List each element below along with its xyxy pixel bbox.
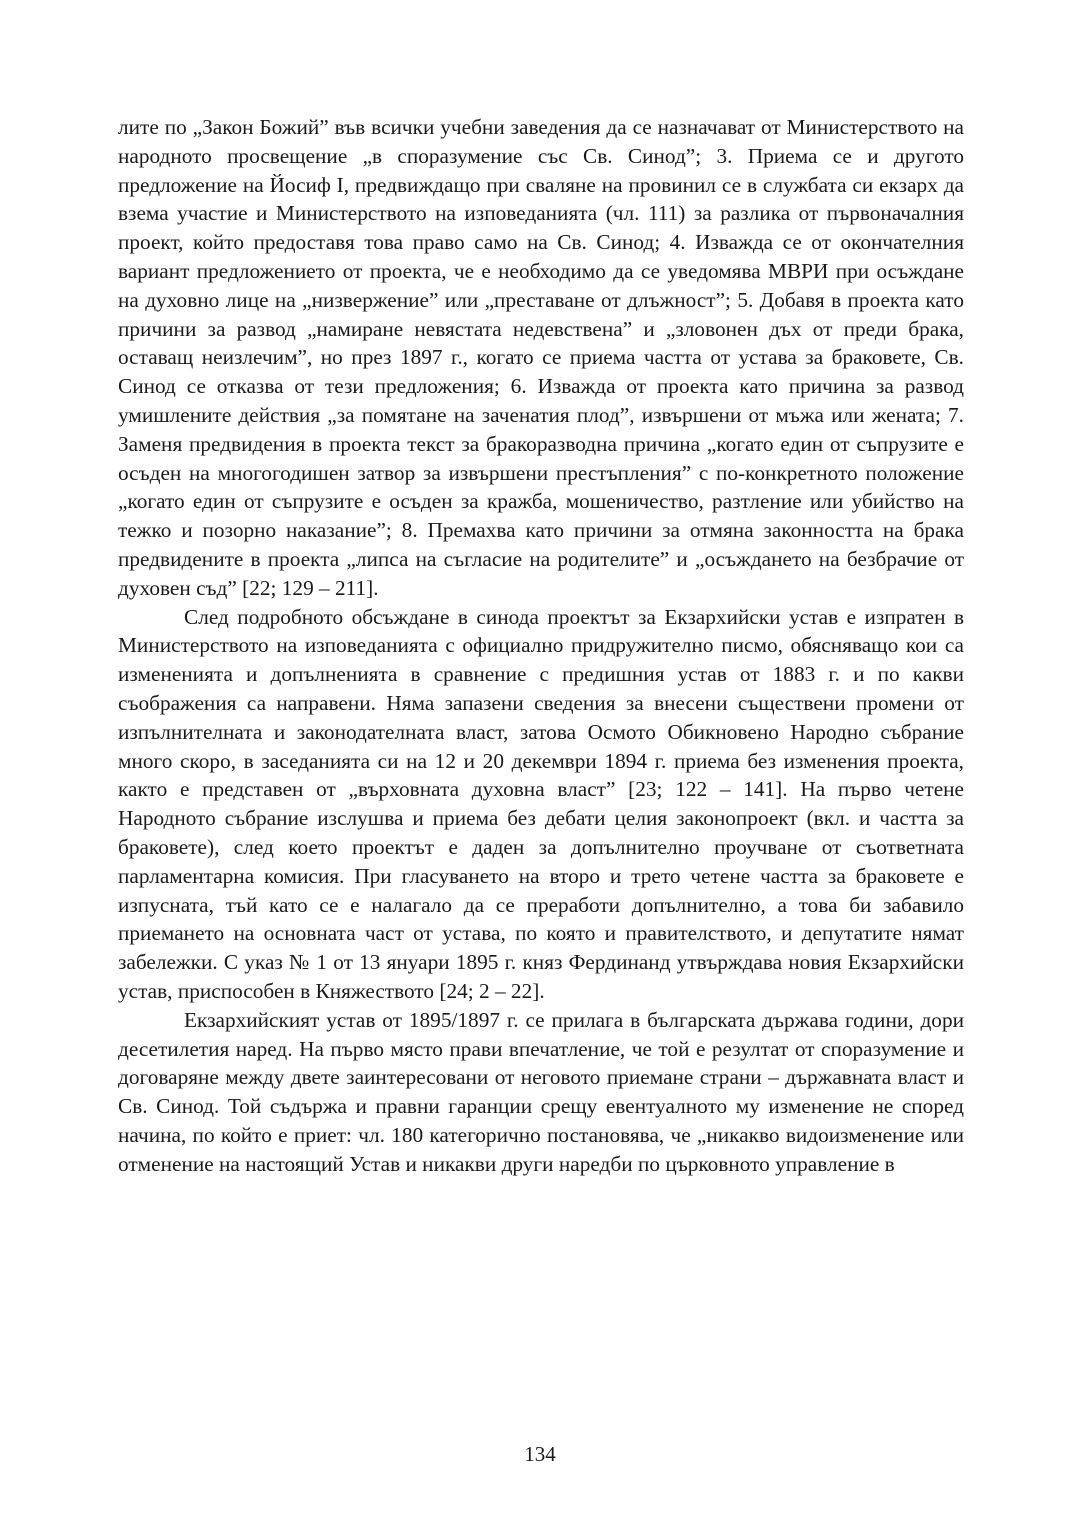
paragraph-2: След подробното обсъждане в синода проектът за Екзархийски устав е изпратен в Министерството на изповеданията с официално придружително писмо, обясняващо кои са измененията и допълненията в сравнение с предишния устав от 1883 г. и по какви съображения са направени. Няма запазени сведения за внесени съществени промени от изпълнителната и законодателната власт, затова Осмото Обикновено Народно събрание много скоро, в заседанията си на 12 и 20 декември 1894 г. приема без изменения проекта, както е представен от „върховната духовна власт” [23; 122 – 141]. На първо четене Народното събрание изслушва и приема без дебати целия законопроект (вкл. и частта за браковете), след което проектът е даден за допълнително проучване от съответната парламентарна комисия. При гласуването на второ и трето четене частта за браковете е изпусната, тъй като се е налагало да се преработи допълнително, а това би забавило приемането на основната част от устава, по която и правителството, и депутатите нямат забележки. С указ № 1 от 13 януари 1895 г. княз Фердинанд утвърждава новия Екзархийски устав, приспособен в Княжеството [24; 2 – 22]. <box>118 604 964 1003</box>
page-number: 134 <box>524 1442 556 1466</box>
page-body <box>118 113 964 1178</box>
paragraph-3: Екзархийският устав от 1895/1897 г. се прилага в българската държава години, дори десетилетия наред. На първо място прави впечатление, че той е резултат от споразумение и договаряне между двете заинтересовани от неговото приемане страни – държавната власт и Св. Синод. Той съдържа и правни гаранции срещу евентуалното му изменение не според начина, по който е приет: чл. 180 категорично постановява, че „никакво видоизменение или отменение на настоящий Устав и никакви други наредби по църковното управление в <box>118 1007 964 1176</box>
paragraph-1: лите по „Закон Божий” във всички учебни заведения да се назначават от Министерството на народното просвещение „в споразумение със Св. Синод”; 3. Приема се и другото предложение на Йосиф I, предвиждащо при сваляне на провинил се в службата си екзарх да взема участие и Министерството на изповеданията (чл. 111) за разлика от първоначалния проект, който предоставя това право само на Св. Синод; 4. Изважда се от окончателния вариант предложението от проекта, че е необходимо да се уведомява МВРИ при осъждане на духовно лице на „низвержение” или „преставане от длъжност”; 5. Добавя в проекта като причини за развод „намиране невястата недевствена” и „зловонен дъх от преди брака, оставащ неизлечим”, но през 1897 г., когато се приема частта от устава за браковете, Св. Синод се отказва от тези предложения; 6. Изважда от проекта като причина за развод умишлените действия „за помятане на заченатия плод”, извършени от мъжа или жената; 7. Заменя предвидения в проекта текст за бракоразводна причина „когато един от съпрузите е осъден на многогодишен затвор за извършени престъпления” с по-конкретното положение „когато един от съпрузите е осъден за кражба, мошеничество, разтление или убийство на тежко и позорно наказание”; 8. Премахва като причини за отмяна законността на брака предвидените в проекта „липса на съгласие на родителите” и „осъждането на безбрачие от духовен съд” [22; 129 – 211]. <box>118 115 964 600</box>
